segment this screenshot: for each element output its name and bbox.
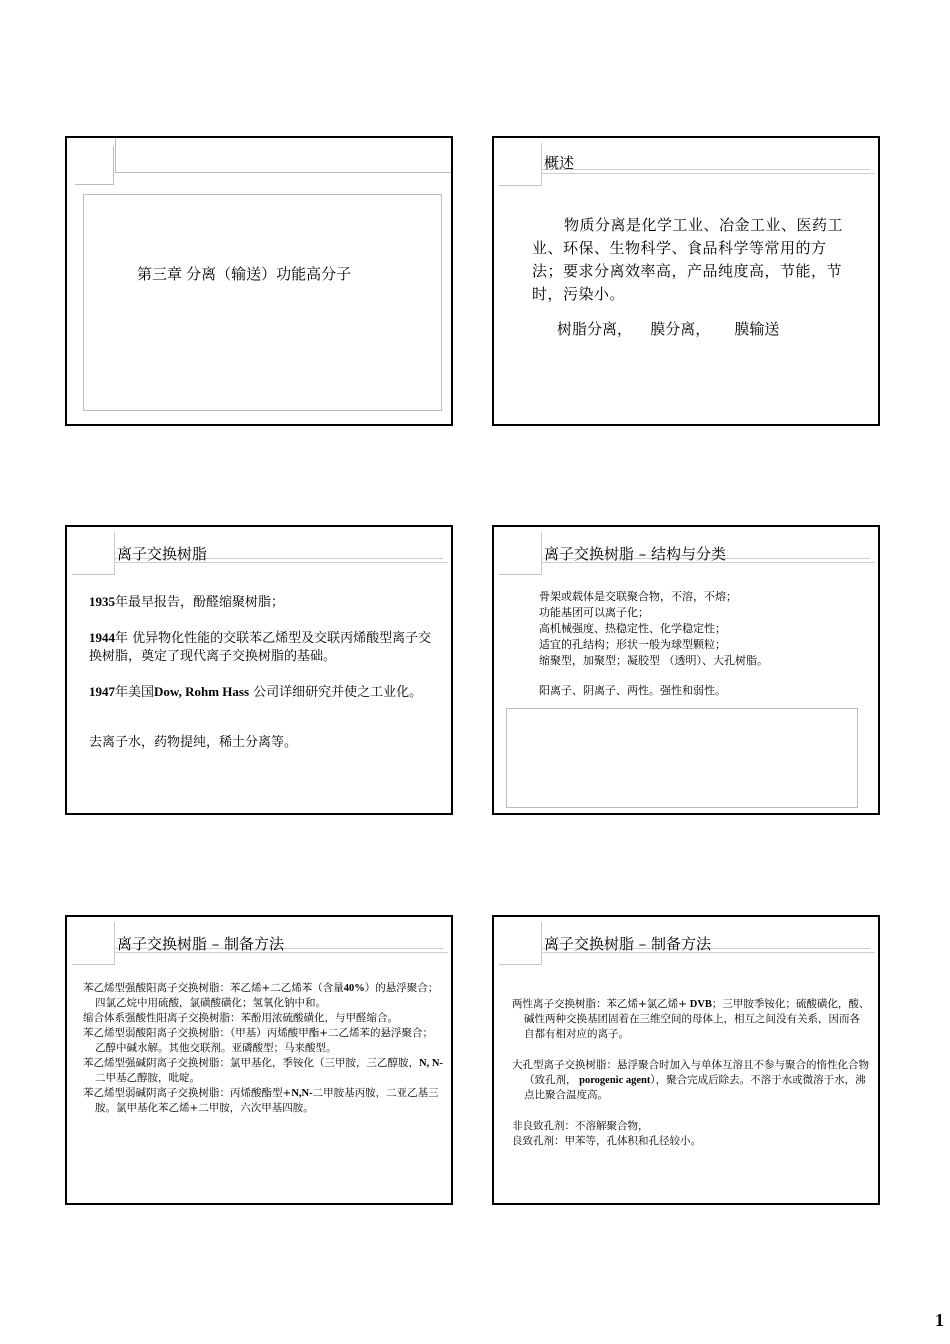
structure-item: 缩聚型，加聚型；凝胶型 （透明）、大孔树脂。 [539,654,768,667]
slide-heading: 离子交换树脂 – 结构与分类 [544,545,727,563]
page-number: 1 [935,1310,944,1330]
content-frame [83,194,442,411]
classification-line: 阳离子、阴离子、两性。强性和弱性。 [539,684,726,697]
corner-decoration [75,146,114,185]
structure-item: 骨架或载体是交联聚合物，不溶，不熔； [539,590,737,603]
corner-decoration [499,922,542,965]
methods-list [557,318,779,339]
preparation-item: 苯乙烯型弱碱阴离子交换树脂：丙烯酸酯型+N,N-二甲胺基丙胺，二亚乙基三胺。氯甲基化苯乙烯+二甲胺，六次甲基四胺。 [83,1087,439,1114]
slide-heading: 离子交换树脂 [117,545,208,563]
corner-decoration [72,922,115,965]
header-line [541,169,870,170]
header-decoration [115,138,451,173]
slide-4 [492,525,880,815]
slide-1 [65,136,453,426]
history-item: 1944年 优异物化性能的交联苯乙烯型及交联丙烯酸型离子交换树脂，奠定了现代离子交换树脂的基础。 [89,630,432,664]
preparation-item: 两性离子交换树脂：苯乙烯+氯乙烯+ DVB；三甲胺季铵化；硫酸磺化，酸、碱性两种交换基团固着在三维空间的母体上，相互之间没有关系，因而各自都有相对应的离子。 [512,998,870,1040]
preparation-item: 缩合体系强酸性阳离子交换树脂：苯酚用浓硫酸磺化，与甲醛缩合。 [83,1012,398,1024]
slide-3 [65,525,453,815]
history-list [89,593,444,752]
header-line [541,173,875,174]
corner-decoration [499,532,542,575]
preparation-item: 非良致孔剂：不溶解聚合物， [512,1120,649,1132]
preparation-list [512,997,870,1149]
preparation-item: 苯乙烯型强酸阳离子交换树脂：苯乙烯+二乙烯苯（含量40%）的悬浮聚合；四氯乙烷中用硫酸，氯磺酸磺化；氢氧化钠中和。 [83,982,439,1009]
empty-frame [506,708,858,808]
history-item: 1935年最早报告，酚醛缩聚树脂； [89,594,285,610]
slide-heading: 离子交换树脂 – 制备方法 [544,935,712,953]
slide-title: 第三章 分离（输送）功能高分子 [137,266,352,283]
applications-line: 去离子水，药物提纯，稀土分离等。 [89,735,298,750]
method-item: 膜输送 [734,321,780,338]
structure-item: 适宜的孔结构；形状一般为球型颗粒； [539,638,726,651]
preparation-item: 苯乙烯型强碱阴离子交换树脂：氯甲基化，季铵化（三甲胺，三乙醇胺，N, N-二甲基乙醇胺，吡啶。 [83,1057,443,1084]
slide-2 [492,136,880,426]
preparation-item: 大孔型离子交换树脂：悬浮聚合时加入与单体互溶且不参与聚合的惰性化合物（致孔剂， porogenic agent），聚合完成后除去。不溶于水或微溶于水，沸点比聚合温度高。 [512,1059,869,1101]
slide-heading: 概述 [544,154,575,172]
structure-item: 高机械强度、热稳定性、化学稳定性； [539,622,726,635]
preparation-list [83,981,443,1116]
preparation-item: 苯乙烯型弱酸阳离子交换树脂：（甲基）丙烯酸甲酯+二乙烯苯的悬浮聚合；乙醇中碱水解。其他交联剂。亚磷酸型；马来酸型。 [83,1027,434,1054]
method-item: 树脂分离， [557,321,633,338]
corner-decoration [72,532,115,575]
history-item: 1947年美国Dow, Rohm Hass 公司详细研究并使之工业化。 [89,684,423,700]
preparation-item: 良致孔剂：甲苯等，孔体积和孔径较小。 [512,1135,701,1147]
method-item: 膜分离， [650,321,711,338]
slide-5 [65,915,453,1205]
slide-heading: 离子交换树脂 – 制备方法 [117,935,285,953]
structure-item: 功能基团可以离子化； [539,606,649,619]
structure-list [539,589,869,699]
corner-decoration [499,143,542,186]
slide-6 [492,915,880,1205]
overview-paragraph: 物质分离是化学工业、冶金工业、医药工业、环保、生物科学、食品科学等常用的方法；要求分离效率高，产品纯度高，节能，节时，污染小。 [532,216,844,303]
